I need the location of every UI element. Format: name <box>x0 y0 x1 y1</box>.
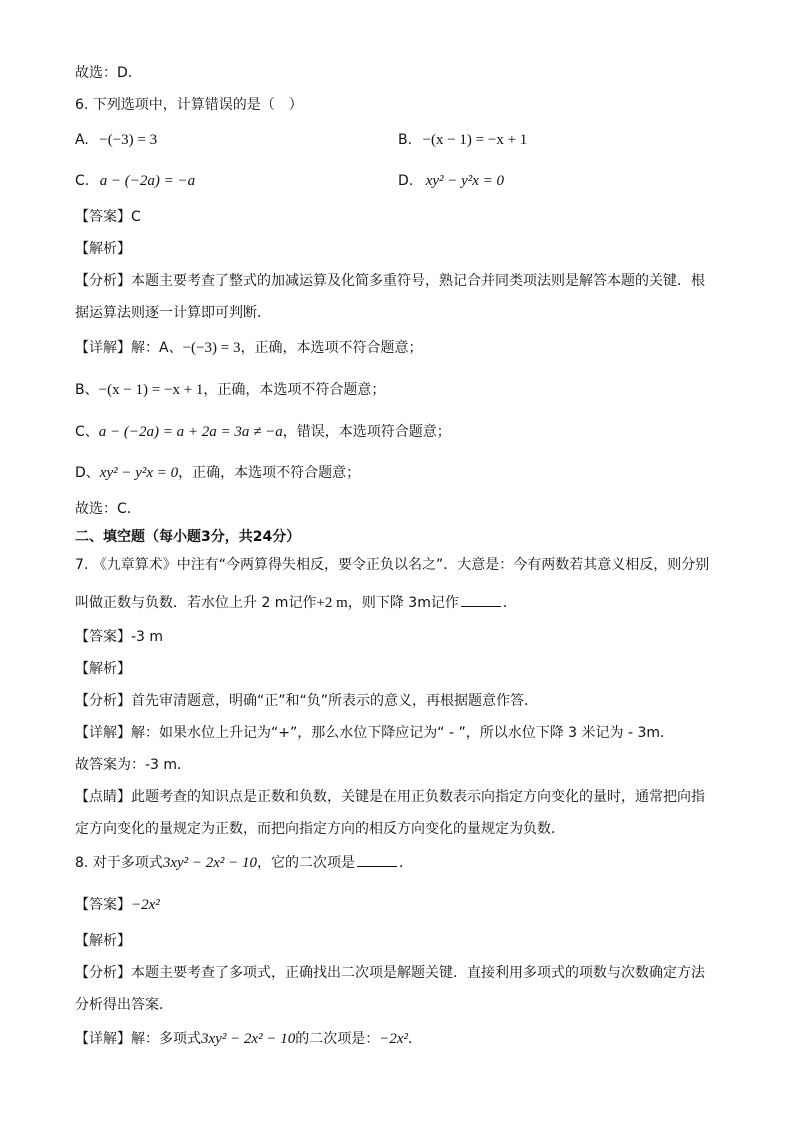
option-d-math: xy² − y²x = 0 <box>425 173 505 189</box>
detail-6-d-prefix: D、 <box>75 465 100 481</box>
question-7-line-1: 7. 《九章算术》中注有“今两算得失相反，要令正负以名之”．大意是：今有两数若其意义相反，则分别 <box>75 557 710 573</box>
question-8-blank <box>357 854 397 867</box>
option-b-math: −(x − 1) = −x + 1 <box>422 132 528 148</box>
section-heading-fill-blank: 二、填空题（每小题3分，共24分） <box>75 529 301 545</box>
analysis-6-line-2: 据运算法则逐一计算即可判断． <box>75 305 271 321</box>
detail-6-c <box>75 423 451 441</box>
detail-8-math-2: −2x² <box>379 1031 408 1047</box>
option-a-label: A. <box>75 132 89 148</box>
option-d-label: D. <box>398 173 414 189</box>
detail-8-prefix: 【详解】解：多项式 <box>75 1031 201 1047</box>
detail-6-a-prefix: 【详解】解：A、 <box>75 340 183 356</box>
question-8-end: ． <box>399 855 414 871</box>
option-b <box>398 131 527 149</box>
detail-8-middle: 的二次项是： <box>295 1031 380 1047</box>
detail-8-math: 3xy² − 2x² − 10 <box>201 1031 296 1047</box>
conclusion-line: 故选：D． <box>75 65 142 81</box>
detail-8 <box>75 1030 422 1048</box>
question-8-middle: ，它的二次项是 <box>257 855 356 871</box>
option-c <box>75 172 195 190</box>
option-c-label: C. <box>75 173 90 189</box>
detail-6-b <box>75 381 385 399</box>
detail-6-a-math: −(−3) = 3 <box>182 340 241 356</box>
analysis-8-heading: 【解析】 <box>75 933 131 949</box>
detail-8-end: ． <box>408 1031 422 1047</box>
question-6-stem: 6. 下列选项中，计算错误的是（ ） <box>75 97 303 113</box>
detail-6-a-suffix: ，正确，本选项不符合题意； <box>240 340 423 356</box>
analysis-7-heading: 【解析】 <box>75 661 131 677</box>
question-7-blank <box>461 594 501 607</box>
question-8 <box>75 854 413 872</box>
detail-6-b-prefix: B、 <box>75 382 99 398</box>
option-a <box>75 131 157 149</box>
analysis-6-heading: 【解析】 <box>75 241 131 257</box>
detail-6-c-prefix: C、 <box>75 424 99 440</box>
question-7-prefix: 叫做正数与负数．若水位上升 2 m记作 <box>75 595 317 611</box>
answer-7: 【答案】-3 m <box>75 629 164 645</box>
fill-answer-7: 故答案为：-3 m． <box>75 757 192 773</box>
question-8-math: 3xy² − 2x² − 10 <box>162 855 258 871</box>
remark-7-line-2: 定方向变化的量规定为正数，而把向指定方向的相反方向变化的量规定为负数． <box>75 821 565 837</box>
question-7-end: ． <box>502 595 517 611</box>
analysis-7: 【分析】首先审清题意，明确“正”和“负”所表示的意义，再根据题意作答． <box>75 693 539 709</box>
detail-6-a <box>75 339 422 357</box>
analysis-6-line-1: 【分析】本题主要考查了整式的加减运算及化简多重符号，熟记合并同类项法则是解答本题的关键．根 <box>75 273 705 289</box>
option-d <box>398 172 504 190</box>
question-7-middle: ，则下降 3m记作 <box>347 595 459 611</box>
analysis-8-line-1: 【分析】本题主要考查了多项式，正确找出二次项是解题关键．直接利用多项式的项数与次数确定方法 <box>75 965 705 981</box>
answer-8 <box>75 896 160 914</box>
option-b-label: B. <box>398 132 413 148</box>
detail-6-c-math: a − (−2a) = a + 2a = 3a ≠ −a <box>98 424 283 440</box>
answer-8-prefix: 【答案】 <box>75 897 131 913</box>
question-7-math: +2 m <box>316 595 348 611</box>
answer-6: 【答案】C <box>75 209 141 225</box>
question-8-prefix: 8. 对于多项式 <box>75 855 163 871</box>
detail-6-d-suffix: ，正确，本选项不符合题意； <box>178 465 361 481</box>
detail-6-c-suffix: ，错误，本选项符合题意； <box>282 424 451 440</box>
conclusion-6: 故选：C． <box>75 501 141 517</box>
option-c-math: a − (−2a) = −a <box>99 173 196 189</box>
detail-7: 【详解】解：如果水位上升记为“+”，那么水位下降应记为“ - ”，所以水位下降 3 米记为 - 3m． <box>75 725 674 741</box>
detail-6-d <box>75 464 360 482</box>
detail-6-d-math: xy² − y²x = 0 <box>99 465 179 481</box>
detail-6-b-suffix: ，正确，本选项不符合题意； <box>203 382 386 398</box>
question-7-line-2 <box>75 594 517 612</box>
detail-6-b-math: −(x − 1) = −x + 1 <box>98 382 204 398</box>
option-a-math: −(−3) = 3 <box>99 132 158 148</box>
answer-8-math: −2x² <box>131 897 160 913</box>
remark-7-line-1: 【点睛】此题考查的知识点是正数和负数，关键是在用正负数表示向指定方向变化的量时，通常把向指 <box>75 789 705 805</box>
analysis-8-line-2: 分析得出答案． <box>75 997 173 1013</box>
